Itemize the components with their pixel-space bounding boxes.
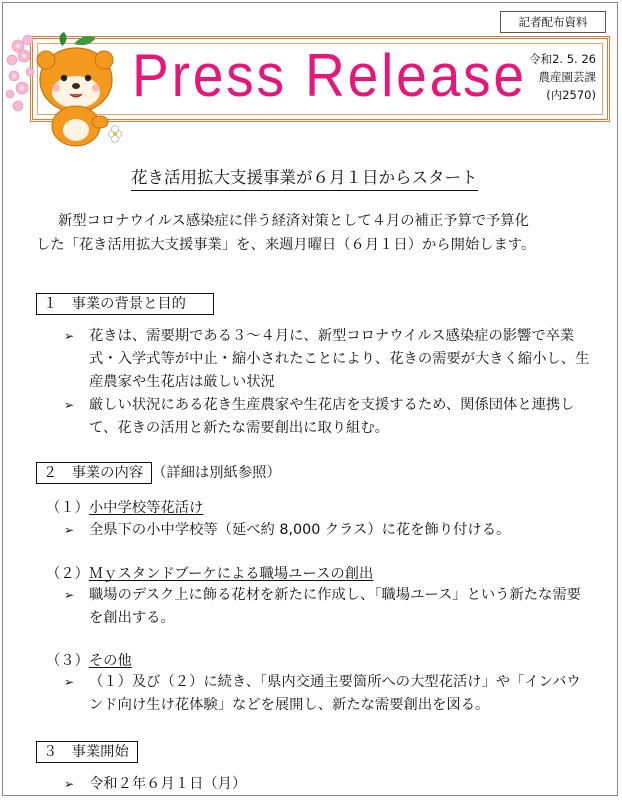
section-1-heading [36, 293, 212, 315]
arrow-bullet-icon: ➢ [64, 777, 75, 791]
list-item [64, 773, 590, 796]
intro-line-1: 新型コロナウイルス感染症に伴う経済対策として４月の補正予算で予算化 [58, 213, 529, 229]
subsection-1-text: 全県下の小中学校等（延べ約 8,000 クラス）に花を飾り付ける。 [89, 522, 511, 538]
press-release-title: Press Release [132, 42, 527, 109]
section-1-bullet-1: 花きは、需要期である３～４月に、新型コロナウイルス感染症の影響で卒業式・入学式等が中止・縮小されたことにより、花きの需要が大きく縮小し、生産農家や生花店は厳しい状況 [89, 328, 590, 390]
list-item [64, 584, 590, 630]
list-item [64, 325, 590, 394]
subsection-2-text: 職場のデスク上に飾る花材を新たに作成し、「職場ユース」という新たな需要を創出する。 [89, 587, 581, 626]
subsection-1-number: （１） [46, 500, 89, 516]
section-1-bullet-2: 厳しい状況にある花き生産農家や生花店を支援するため、関係団体と連携して、花きの活用と新たな需要創出に取り組む。 [89, 397, 575, 436]
subsection-3-text: （１）及び（２）に続き、「県内交通主要箇所への大型花活け」や「インバウンド向け生け花体験」などを展開し、新たな需要創出を図る。 [89, 674, 581, 713]
subsection-2-title: Ｍｙスタンドブーケによる職場ユースの創出 [88, 566, 374, 582]
release-date: 令和2. 5. 26 [529, 52, 596, 66]
subsection-3-title: その他 [88, 653, 132, 669]
list-item [64, 519, 590, 542]
section-2-title: ２ 事業の内容 [36, 462, 152, 484]
subsection-1-heading [46, 497, 203, 519]
section-3-start-date: 令和２年６月１日（月） [89, 776, 247, 792]
arrow-bullet-icon: ➢ [64, 675, 75, 689]
section-1-title: １ 事業の背景と目的 [36, 293, 214, 315]
phone-extension: (内2570) [546, 88, 596, 102]
subsection-3-heading [46, 650, 132, 672]
intro-line-2: した「花き活用拡大支援事業」を、来週月曜日（６月１日）から開始します。 [36, 237, 536, 253]
distribution-label: 記者配布資料 [500, 11, 606, 33]
arrow-bullet-icon: ➢ [64, 398, 75, 412]
department-name: 農産園芸課 [538, 70, 596, 84]
section-3-heading [36, 741, 138, 763]
section-2-heading [36, 462, 281, 484]
release-meta [500, 50, 596, 104]
mikan-mascot-icon [4, 30, 124, 150]
intro-paragraph [36, 209, 596, 257]
subsection-1-title: 小中学校等花活け [88, 500, 204, 516]
subsection-3-number: （３） [46, 653, 89, 669]
subsection-2-number: （２） [46, 566, 89, 582]
list-item [64, 394, 590, 440]
document-title: 花き活用拡大支援事業が６月１日からスタート [131, 164, 478, 191]
arrow-bullet-icon: ➢ [64, 329, 75, 343]
section-3-title: ３ 事業開始 [36, 741, 138, 763]
section-2-note: （詳細は別紙参照） [152, 465, 281, 481]
list-item [64, 671, 590, 717]
arrow-bullet-icon: ➢ [64, 588, 75, 602]
arrow-bullet-icon: ➢ [64, 523, 75, 537]
subsection-2-heading [46, 563, 373, 585]
